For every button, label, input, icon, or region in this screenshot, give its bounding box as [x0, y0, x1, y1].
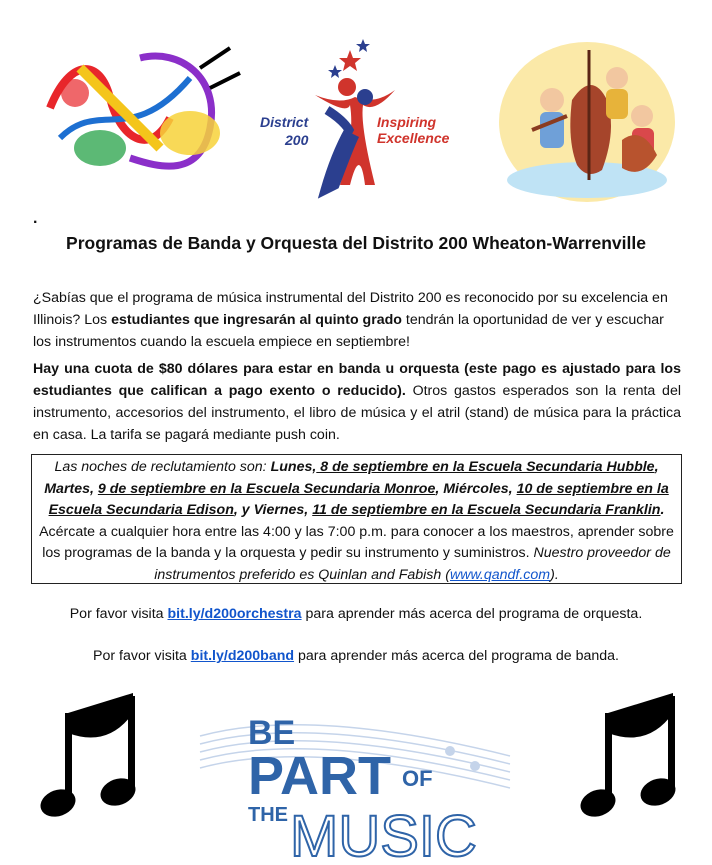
be-part-of-the-music-logo [190, 696, 520, 865]
intro-paragraph [33, 287, 681, 353]
logo-excellence: Excellence [377, 130, 450, 146]
logo-music: MUSIC [290, 804, 477, 865]
logo-be: BE [248, 714, 296, 752]
intro-text-c: tendrán la oportunidad de ver y escuchar los instrumentos cuando la escuela empiece en septiembre! [33, 312, 664, 350]
visit2-pre: Por favor visita [93, 648, 191, 664]
vendor-link[interactable]: www.qandf.com [449, 566, 551, 583]
music-note-left-icon [38, 688, 148, 828]
box-sep3: , y Viernes, [233, 502, 313, 518]
logo-of: OF [402, 766, 433, 791]
box-sep1: , Martes, [44, 459, 659, 497]
box-body: Acércate a cualquier hora entre las 4:00 y las 7:00 p.m. para conocer a los maestros, aprender sobre los programas de la banda y la orquesta y pedir su instrumento y suministros. [39, 523, 674, 561]
recruitment-box [31, 454, 682, 584]
band-visit-line [0, 648, 712, 664]
logo-number: 200 [285, 132, 309, 148]
children-orchestra-icon [492, 30, 682, 205]
box-intro: Las noches de reclutamiento son: [54, 459, 271, 475]
logo-the: THE [248, 804, 288, 826]
orchestra-link[interactable]: bit.ly/d200orchestra [167, 606, 302, 622]
box-date4: 11 de septiembre en la Escuela Secundaria Franklin [312, 502, 661, 518]
logo-part: PART [248, 746, 391, 806]
page-title: Programas de Banda y Orquesta del Distrito 200 Wheaton-Warrenville [66, 233, 646, 253]
fee-paragraph [33, 358, 681, 446]
bullet-dot: . [33, 210, 38, 227]
box-sep2: , Miércoles, [435, 480, 517, 497]
box-day1: Lunes, [270, 459, 317, 475]
fee-text-bold: Hay una cuota de $80 dólares para estar en banda u orquesta (este pago es ajustado para los estudiantes que califican a pago exento o reducido). [33, 361, 681, 399]
intro-text-a: ¿Sabías que el programa de música instrumental del Distrito 200 es reconocido por su excelencia en Illinois? Los [33, 290, 668, 328]
visit1-pre: Por favor visita [69, 606, 168, 622]
box-date3: 10 de septiembre en la Escuela Secundaria Edison [48, 480, 669, 518]
box-date2: 9 de septiembre en la Escuela Secundaria Monroe [97, 480, 436, 497]
visit2-post: para aprender más acerca del programa de banda. [294, 648, 619, 664]
box-date1: 8 de septiembre en la Escuela Secundaria Hubble [316, 459, 655, 475]
box-vendor-end: ). [550, 566, 559, 583]
fee-text-rest: Otros gastos esperados son la renta del instrumento, accesorios del instrumento, el libro de música y el atril (stand) de música para la práctica en casa. La tarifa se pagará mediante push coin. [33, 383, 681, 443]
orchestra-visit-line [0, 606, 712, 622]
instruments-art-icon [40, 38, 245, 178]
district-200-logo [255, 35, 465, 200]
visit1-post: para aprender más acerca del programa de orquesta. [301, 606, 643, 622]
box-end: . [660, 502, 665, 518]
logo-inspiring: Inspiring [377, 114, 437, 130]
logo-district: District [260, 114, 309, 130]
music-note-right-icon [578, 688, 688, 828]
box-vendor: Nuestro proveedor de instrumentos preferido es Quinlan and Fabish ( [154, 545, 671, 583]
intro-text-bold: estudiantes que ingresarán al quinto grado [111, 312, 402, 328]
band-link[interactable]: bit.ly/d200band [190, 648, 295, 664]
